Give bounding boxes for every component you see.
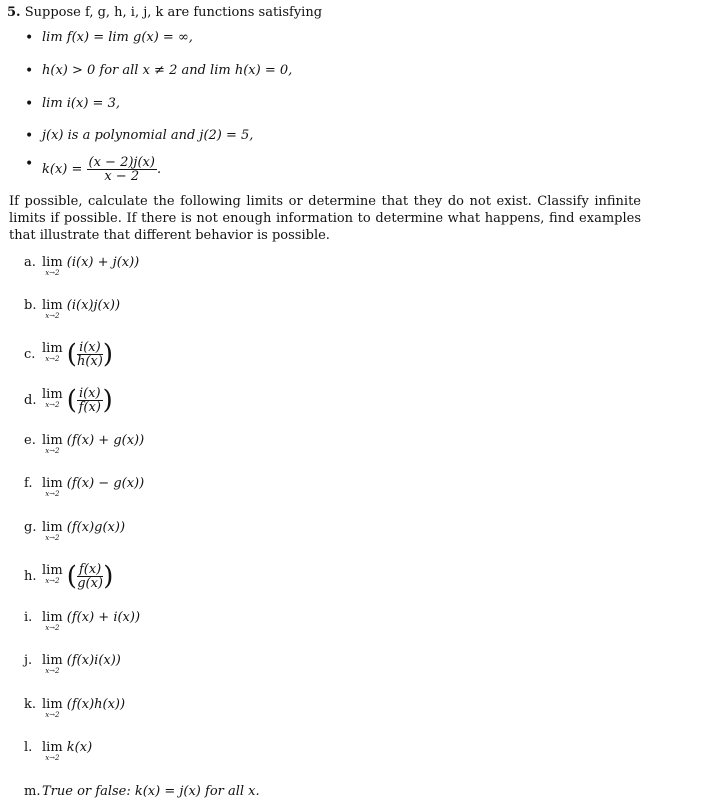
part-fraction: $\frac{f(x)}{g(x)}$	[77, 562, 103, 591]
part-c: c. lim x→2 ( $\frac{i(x)}{h(x)}$ )	[24, 339, 113, 370]
part-expression: (f(x) − g(x))	[66, 476, 145, 491]
condition-i-limit: • lim i(x) = 3,	[26, 96, 104, 111]
part-label: e.	[24, 433, 36, 448]
part-fraction: $\frac{i(x)}{f(x)}$	[78, 386, 101, 415]
part-expression: (f(x) + g(x))	[66, 433, 145, 448]
limit-operator: lim x→2	[42, 520, 63, 542]
part-f	[24, 476, 144, 497]
limit-operator: lim x→2	[42, 476, 63, 498]
part-j	[24, 653, 121, 674]
part-label: f.	[24, 476, 33, 491]
part-expression: k(x)	[66, 740, 93, 755]
limit-operator: lim x→2	[42, 653, 63, 675]
part-statement: True or false: k(x) = j(x) for all x.	[42, 784, 260, 799]
limit-operator: lim x→2	[42, 341, 63, 363]
part-b	[24, 298, 120, 319]
part-label: k.	[24, 697, 37, 712]
part-fraction: $\frac{i(x)}{h(x)}$	[76, 340, 103, 369]
part-g	[24, 520, 125, 541]
instructions-paragraph: If possible, calculate the following limits or determine that they do not exist. Classify infinite limits if possible. If there is not enough information to determine what happens, find examples that illustrate that different behavior is possible.	[9, 194, 641, 243]
limit-operator: lim x→2	[42, 610, 63, 632]
limit-operator: lim x→2	[42, 298, 63, 320]
part-expression: (f(x) + i(x))	[66, 610, 141, 625]
part-e	[24, 433, 144, 454]
part-label: b.	[24, 298, 37, 313]
part-label: i.	[24, 610, 33, 625]
problem-heading-text: Suppose f, g, h, i, j, k are functions satisfying	[24, 5, 323, 20]
k-fraction: $\frac{(x - 2)j(x)}{x - 2}$	[88, 155, 155, 184]
part-a	[24, 255, 139, 276]
part-label: a.	[24, 255, 36, 270]
limit-operator: lim x→2	[42, 563, 63, 585]
part-expression: (f(x)h(x))	[66, 697, 126, 712]
limit-operator: lim x→2	[42, 387, 63, 409]
condition-f-g-infinite: • lim f(x) = lim g(x) = ∞,	[26, 30, 177, 45]
part-k	[24, 697, 125, 718]
problem-heading	[7, 5, 322, 20]
part-expression: (i(x) + j(x))	[66, 255, 140, 270]
part-d: d. lim x→2 ( $\frac{i(x)}{f(x)}$ )	[24, 385, 113, 416]
limit-operator: lim x→2	[42, 255, 63, 277]
limit-operator: lim x→2	[42, 740, 63, 762]
problem-number: 5.	[7, 5, 21, 20]
part-label: g.	[24, 520, 37, 535]
part-label: j.	[24, 653, 33, 668]
limit-operator: lim x→2	[42, 433, 63, 455]
condition-j-polynomial: • j(x) is a polynomial and j(2) = 5,	[26, 128, 237, 143]
part-label: h.	[24, 569, 37, 584]
part-i	[24, 610, 140, 631]
part-h: h. lim x→2 ( $\frac{f(x)}{g(x)}$ )	[24, 561, 114, 592]
part-m	[24, 784, 260, 799]
part-expression: (f(x)i(x))	[66, 653, 121, 668]
condition-k-definition: • k(x) = $\frac{(x - 2)j(x)}{x - 2}$ .	[26, 156, 145, 183]
limit-operator: lim x→2	[42, 697, 63, 719]
part-label: l.	[24, 740, 33, 755]
part-label: d.	[24, 393, 37, 408]
part-l	[24, 740, 92, 761]
part-label: c.	[24, 347, 36, 362]
part-expression: (f(x)g(x))	[66, 520, 126, 535]
condition-h-positive: • h(x) > 0 for all x ≠ 2 and lim h(x) = 0,	[26, 63, 276, 78]
part-label: m.	[24, 784, 41, 799]
part-expression: (i(x)j(x))	[66, 298, 121, 313]
